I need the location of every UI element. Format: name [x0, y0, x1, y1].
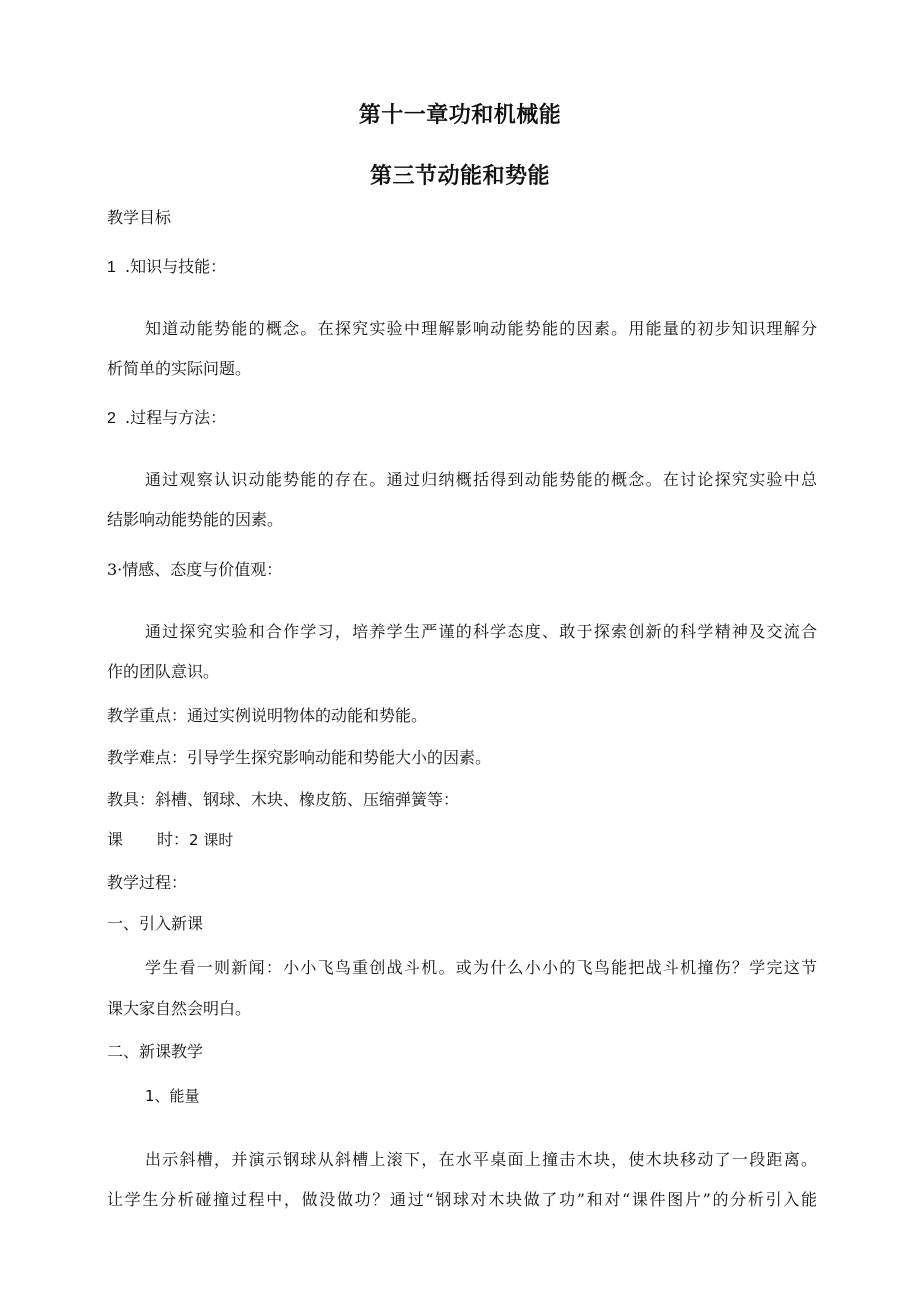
objective-3-heading: 3·情感、态度与价值观： — [107, 560, 283, 579]
section-title: 第三节动能和势能 — [369, 163, 550, 189]
part-1-heading: 一、引入新课 — [107, 914, 204, 933]
process-heading: 教学过程： — [107, 873, 188, 892]
class-hours-label-a: 课 — [107, 830, 124, 849]
subsection-1-text-line: 让学生分析碰撞过程中，做没做功？通过“钢球对木块做了功”和对“课件图片”的分析引入能 — [107, 1190, 817, 1209]
difficulty: 教学难点：引导学生探究影响动能和势能大小的因素。 — [107, 748, 492, 767]
class-hours — [107, 830, 817, 850]
objective-2-heading — [107, 408, 817, 429]
tools: 教具：斜槽、钢球、木块、橡皮筋、压缩弹簧等： — [107, 790, 460, 809]
objective-1-heading — [107, 257, 817, 278]
part-2-heading: 二、新课教学 — [107, 1042, 204, 1061]
objective-1-label: .知识与技能： — [125, 257, 227, 276]
objective-2-number: 2 — [107, 410, 116, 427]
class-hours-label-b: 时： — [157, 830, 190, 849]
part-1-text-line: 学生看一则新闻：小小飞鸟重创战斗机。或为什么小小的飞鸟能把战斗机撞伤？学完这节 — [145, 958, 817, 977]
objectives-heading: 教学目标 — [107, 208, 172, 227]
objective-1-number: 1 — [107, 259, 116, 276]
objective-3-text-line: 通过探究实验和合作学习，培养学生严谨的科学态度、敢于探索创新的科学精神及交流合 — [145, 622, 817, 641]
objective-2-text-line: 通过观察认识动能势能的存在。通过归纳概括得到动能势能的概念。在讨论探究实验中总 — [145, 470, 817, 489]
objective-2-label: .过程与方法： — [125, 408, 227, 427]
part-1-text-line: 课大家自然会明白。 — [107, 999, 252, 1018]
objective-1-text-line: 知道动能势能的概念。在探究实验中理解影响动能势能的因素。用能量的初步知识理解分 — [145, 319, 817, 338]
subsection-1-text-line: 出示斜槽，并演示钢球从斜槽上滚下，在水平桌面上撞击木块，使木块移动了一段距离。 — [145, 1150, 817, 1169]
objective-3-text-line: 作的团队意识。 — [107, 662, 220, 681]
objective-1-text-line: 析简单的实际问题。 — [107, 359, 252, 378]
subsection-1-heading: 1、能量 — [145, 1087, 200, 1105]
objective-2-text-line: 结影响动能势能的因素。 — [107, 510, 284, 529]
chapter-title: 第十一章功和机械能 — [358, 102, 562, 128]
key-point: 教学重点：通过实例说明物体的动能和势能。 — [107, 706, 428, 725]
class-hours-value: 2 课时 — [189, 831, 234, 849]
